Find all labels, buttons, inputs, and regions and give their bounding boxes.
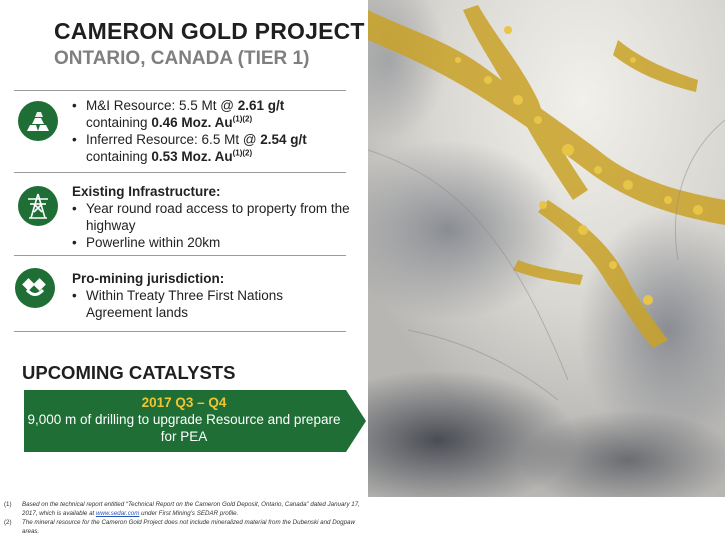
sedar-link[interactable]: www.sedar.com — [95, 510, 140, 517]
infrastructure-section — [72, 183, 352, 251]
gold-in-quartz-photo — [368, 0, 725, 497]
jurisdiction-section — [72, 270, 352, 321]
footnotes — [4, 500, 364, 536]
list-item: • Within Treaty Three First Nations Agreement lands — [72, 287, 352, 321]
inferred-resource: • Inferred Resource: 6.5 Mt @ 2.54 g/t containing 0.53 Moz. $Au^{(1)(2)}$ — [72, 131, 352, 165]
footnote-1: (1) Based on the technical report entitled “Technical Report on the Cameron Gold Deposit, Ontario, Canada” dated January 17, 2017, which is available at www.sedar.com under First Mining’s SEDAR profile. — [4, 501, 360, 517]
catalyst-text: 9,000 m of drilling to upgrade Resource and prepare for PEA — [27, 412, 341, 444]
list-item: • Powerline within 20km — [72, 234, 352, 251]
divider — [14, 90, 346, 91]
page-title: CAMERON GOLD PROJECT — [54, 18, 365, 44]
resources-section — [72, 97, 352, 165]
catalysts-title: UPCOMING CATALYSTS — [22, 362, 236, 383]
power-tower-icon — [18, 186, 58, 226]
divider — [14, 255, 346, 256]
catalyst-arrow — [24, 390, 366, 452]
gold-bars-icon — [18, 101, 58, 141]
mi-resource: • M&I Resource: 5.5 Mt @ 2.61 g/t containing 0.46 Moz. $Au^{(1)(2)}$ — [72, 97, 352, 131]
catalyst-period: 2017 Q3 – Q4 — [141, 395, 227, 410]
infrastructure-heading: Existing Infrastructure: — [72, 184, 221, 199]
handshake-icon — [15, 268, 55, 308]
footnote-2: (2) The mineral resource for the Cameron Gold Project does not include mineralized material from the Dubenski and Dogpaw areas. — [4, 519, 355, 535]
divider — [14, 331, 346, 332]
list-item: • Year round road access to property from the highway — [72, 200, 352, 234]
page-subtitle: ONTARIO, CANADA (TIER 1) — [54, 48, 310, 69]
jurisdiction-heading: Pro-mining jurisdiction: — [72, 271, 225, 286]
divider — [14, 172, 346, 173]
